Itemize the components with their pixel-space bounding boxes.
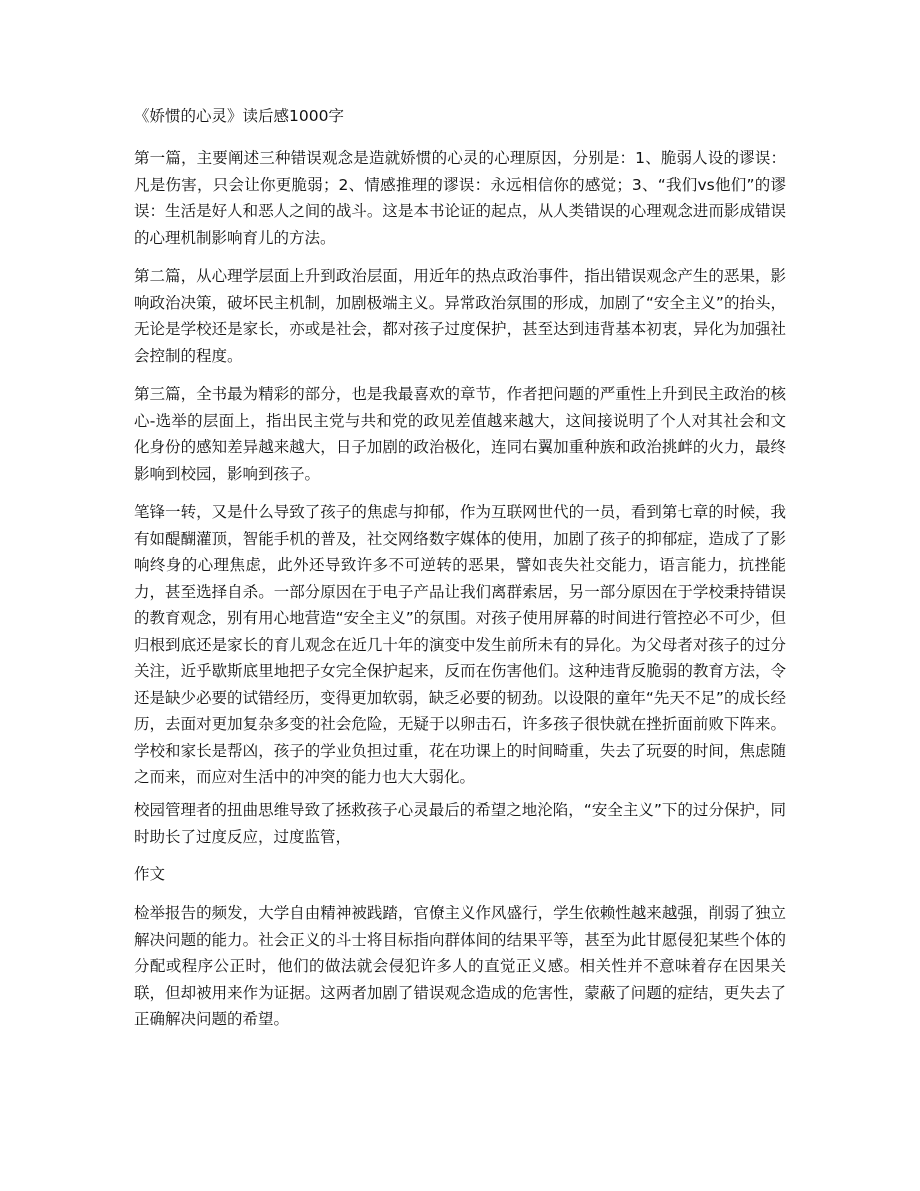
essay-paragraph: 检举报告的频发，大学自由精神被践踏，官僚主义作风盛行，学生依赖性越来越强，削弱了独立解决问题的能力。社会正义的斗士将目标指向群体间的结果平等，甚至为此甘愿侵犯某些个体的分配或程序公正时，他们的做法就会侵犯许多人的直觉正义感。相关性并不意味着存在因果关联，但却被用来作为证据。这两者加剧了错误观念造成的危害性，蒙蔽了问题的症结，更失去了正确解决问题的希望。 bbox=[134, 904, 786, 1028]
paragraph-part-one: 第一篇，主要阐述三种错误观念是造就娇惯的心灵的心理原因，分别是：1、脆弱人设的谬误：凡是伤害，只会让你更脆弱；2、情感推理的谬误：永远相信你的感觉；3、“我们vs他们”的谬误：生活是好人和恶人之间的战斗。这是本书论证的起点，从人类错误的心理观念进而影成错误的心理机制影响育儿的方法。 bbox=[134, 149, 786, 247]
document-title: 《娇惯的心灵》读后感1000字 bbox=[134, 107, 344, 125]
paragraph-turn-anxiety: 笔锋一转，又是什么导致了孩子的焦虑与抑郁，作为互联网世代的一员，看到第七章的时候，我有如醍醐灌顶，智能手机的普及，社交网络数字媒体的使用，加剧了孩子的抑郁症，造成了了影响终身的心理焦虑，此外还导致许多不可逆转的恶果，譬如丧失社交能力，语言能力，抗挫能力，甚至选择自杀。一部分原因在于电子产品让我们离群索居，另一部分原因在于学校秉持错误的教育观念，别有用心地营造“安全主义”的氛围。对孩子使用屏幕的时间进行管控必不可少，但归根到底还是家长的育儿观念在近几十年的演变中发生前所未有的异化。为父母者对孩子的过分关注，近乎歇斯底里地把子女完全保护起来，反而在伤害他们。这种违背反脆弱的教育方法，令还是缺少必要的试错经历，变得更加软弱，缺乏必要的韧劲。以设限的童年“先天不足”的成长经历，去面对更加复杂多变的社会危险，无疑于以卵击石，许多孩子很快就在挫折面前败下阵来。学校和家长是帮凶，孩子的学业负担过重，花在功课上的时间畸重，失去了玩耍的时间，焦虑随之而来，而应对生活中的冲突的能力也大大弱化。 bbox=[134, 503, 786, 786]
paragraph-part-two: 第二篇，从心理学层面上升到政治层面，用近年的热点政治事件，指出错误观念产生的恶果，影响政治决策，破坏民主机制，加剧极端主义。异常政治氛围的形成，加剧了“安全主义”的抬头，无论是学校还是家长，亦或是社会，都对孩子过度保护，甚至达到违背基本初衷，异化为加强社会控制的程度。 bbox=[134, 267, 786, 365]
paragraph-campus-managers: 校园管理者的扭曲思维导致了拯救孩子心灵最后的希望之地沦陷，“安全主义”下的过分保护，同时助长了过度反应，过度监管， bbox=[134, 801, 786, 846]
paragraph-part-three: 第三篇，全书最为精彩的部分，也是我最喜欢的章节，作者把问题的严重性上升到民主政治的核心-选举的层面上，指出民主党与共和党的政见差值越来越大，这间接说明了个人对其社会和文化身份的感知差异越来越大，日子加剧的政治极化，连同右翼加重种族和政治挑衅的火力，最终影响到校园，影响到孩子。 bbox=[134, 385, 786, 483]
section-heading: 作文 bbox=[134, 865, 166, 883]
